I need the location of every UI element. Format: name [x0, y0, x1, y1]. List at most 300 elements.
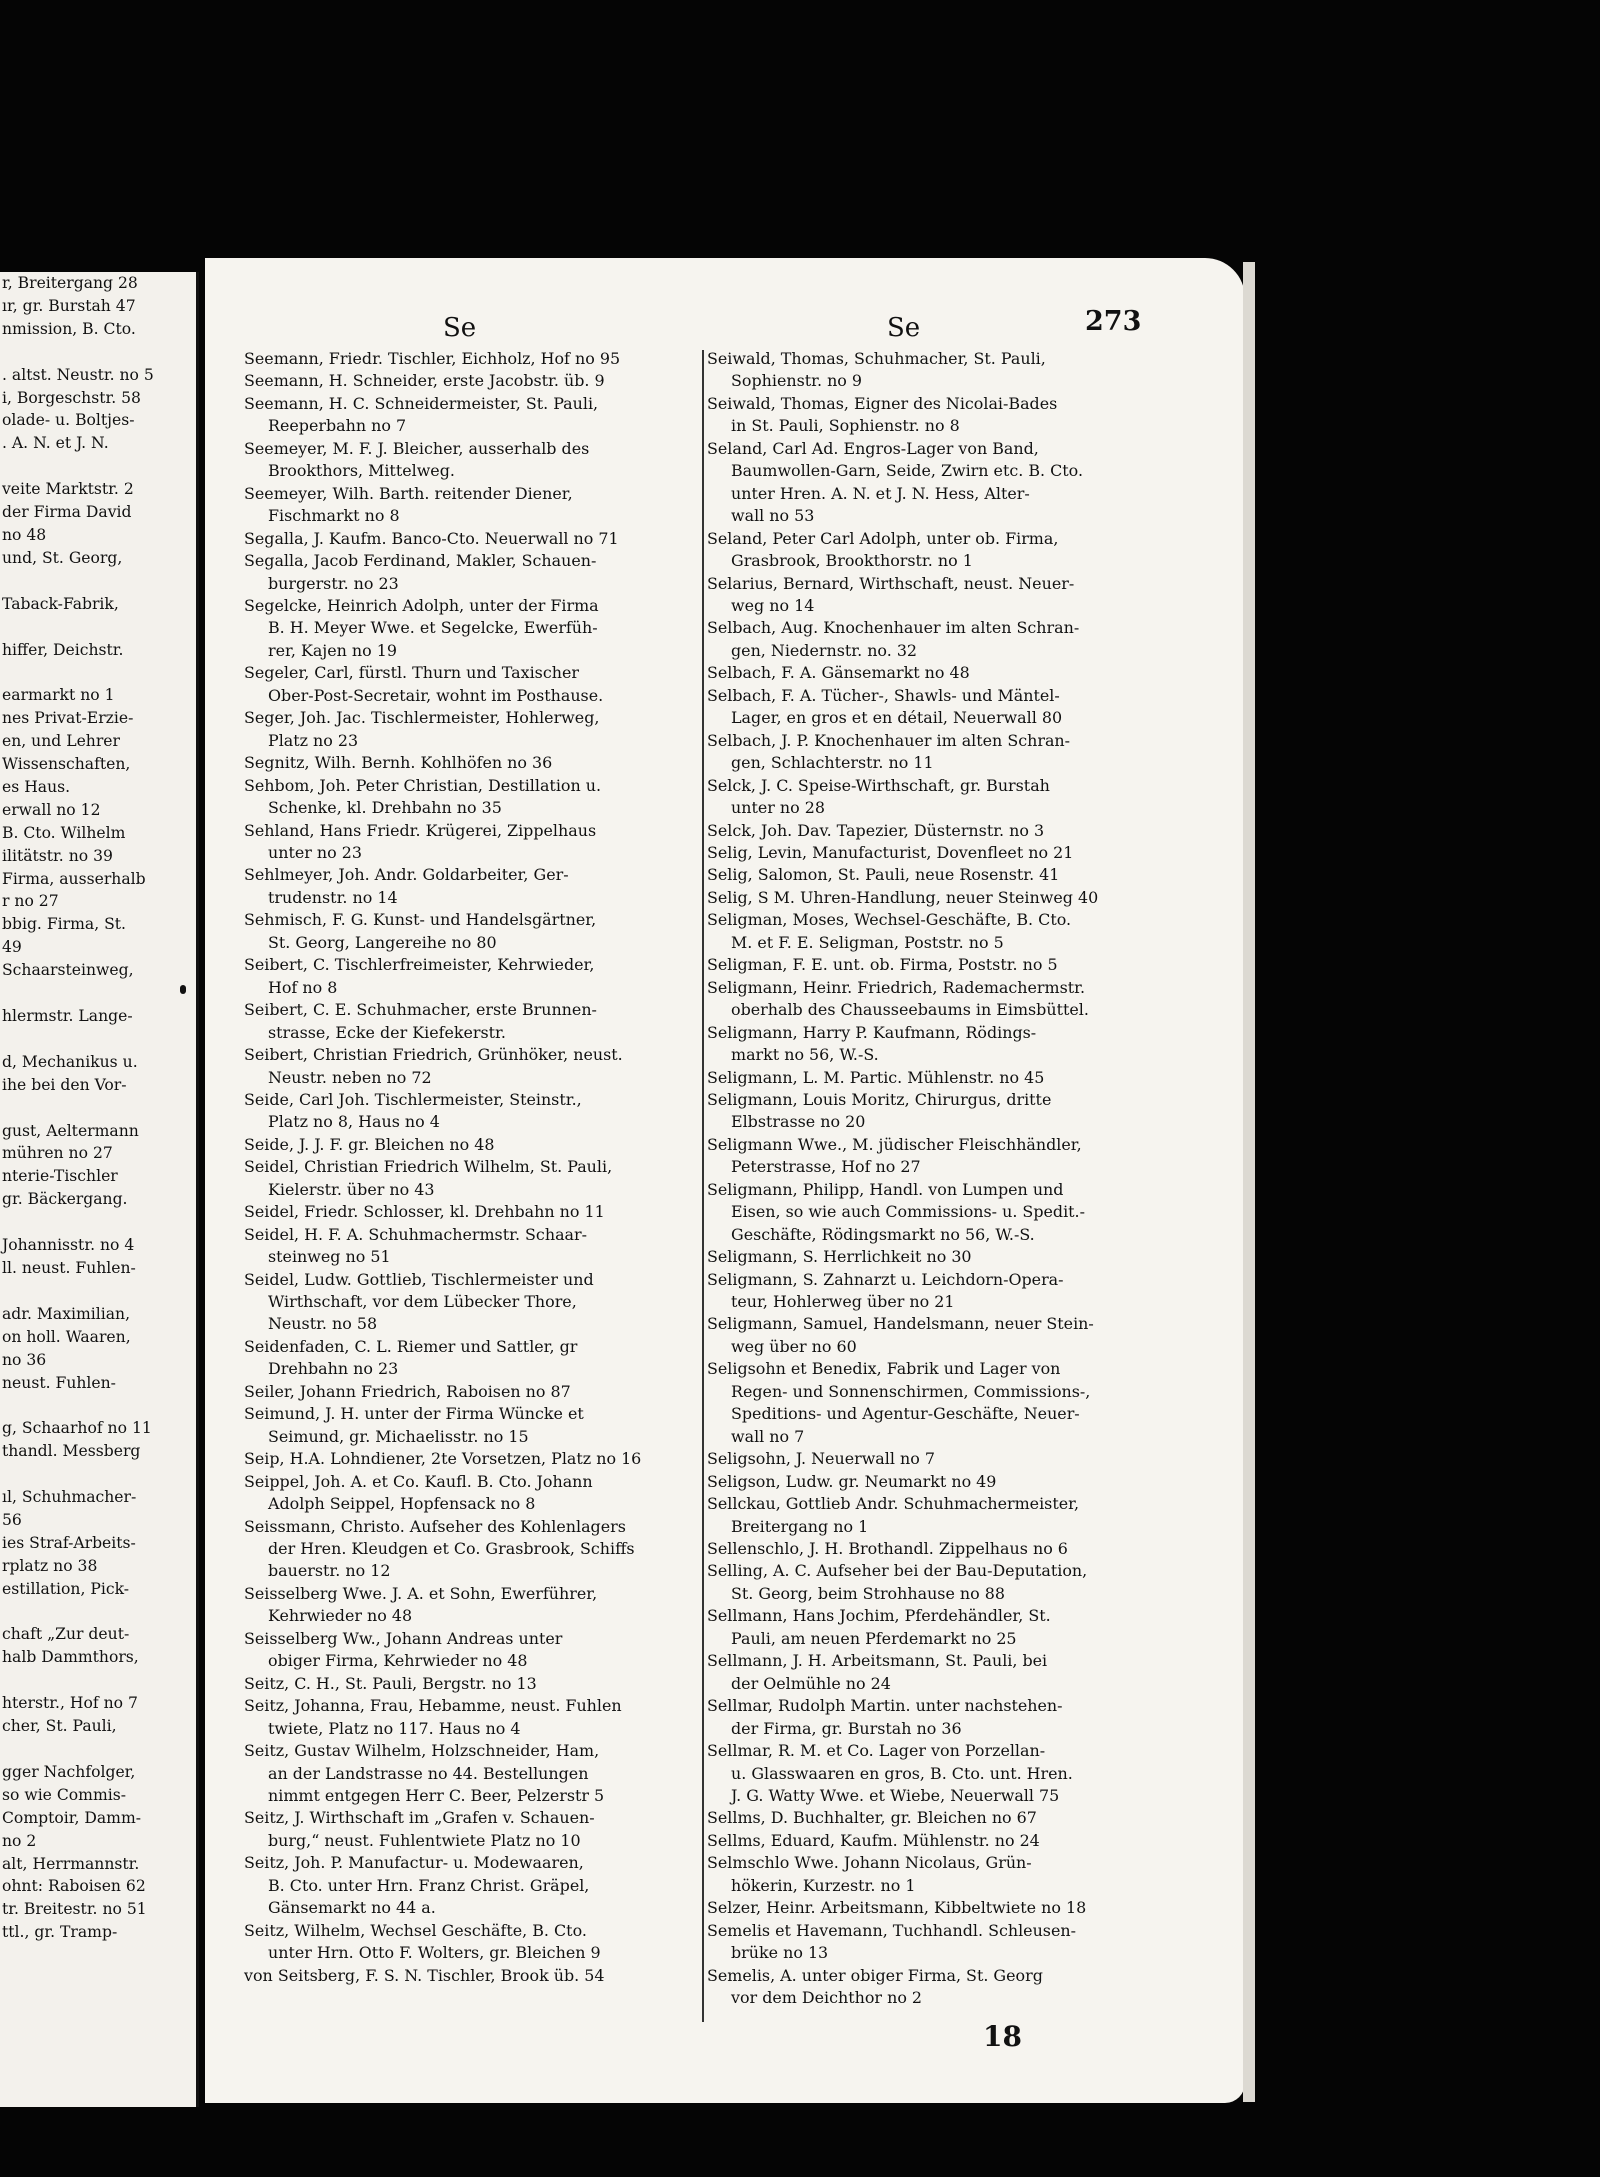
left-page-line: ıl, Schuhmacher- [2, 1488, 137, 1507]
entry-continuation-line: teur, Hohlerweg über no 21 [731, 1292, 955, 1312]
entry-name-line: Seligmann, S. Zahnarzt u. Leichdorn-Opera- [707, 1269, 1064, 1289]
left-page-line: ttl., gr. Tramp- [2, 1923, 118, 1942]
left-page-line: gr. Bäckergang. [2, 1190, 128, 1209]
entry-name-line: Seemann, H. C. Schneidermeister, St. Pauli, [244, 393, 599, 413]
entry-name-line: Seip, H.A. Lohndiener, 2te Vorsetzen, Platz no 16 [244, 1449, 642, 1469]
entry-name-line: Seitz, C. H., St. Pauli, Bergstr. no 13 [244, 1673, 537, 1693]
left-page-line [0, 616, 196, 639]
entry-name-line: Seibert, C. E. Schuhmacher, erste Brunnen- [244, 1000, 597, 1020]
running-header-right: Se [887, 313, 921, 343]
entry-name-line: Seisselberg Ww., Johann Andreas unter [244, 1628, 563, 1648]
directory-entry [244, 1673, 698, 1695]
left-page-line [0, 1463, 196, 1486]
entry-name-line: Seemann, H. Schneider, erste Jacobstr. üb. 9 [244, 371, 605, 391]
entry-continuation-line: oberhalb des Chausseebaums in Eimsbüttel. [731, 1000, 1089, 1020]
entry-continuation-line: twiete, Platz no 117. Haus no 4 [268, 1718, 521, 1738]
left-page-line: i, Borgeschstr. 58 [2, 388, 141, 407]
entry-continuation-line: hökerin, Kurzestr. no 1 [731, 1875, 916, 1895]
entry-name-line: Seidenfaden, C. L. Riemer und Sattler, gr [244, 1336, 578, 1356]
entry-continuation-line: nimmt entgegen Herr C. Beer, Pelzerstr 5 [268, 1786, 605, 1805]
directory-entry [244, 1156, 698, 1201]
directory-entry [707, 1695, 1160, 1740]
directory-entry [244, 1044, 698, 1089]
entry-name-line: Seiler, Johann Friedrich, Raboisen no 87 [244, 1381, 571, 1401]
left-page-line: es Haus. [2, 777, 71, 796]
directory-entry [707, 842, 1160, 864]
left-page-line: ır, gr. Burstah 47 [2, 296, 136, 315]
directory-entry [244, 820, 698, 865]
directory-entry [244, 1965, 698, 1987]
left-page-line: no 2 [2, 1831, 37, 1850]
directory-entry [707, 1605, 1160, 1650]
left-page-line [0, 1669, 196, 1692]
entry-continuation-line: Neustr. neben no 72 [268, 1067, 432, 1087]
page-edge [1243, 262, 1255, 2102]
right-page [205, 258, 1245, 2103]
entry-continuation-line: Sophienstr. no 9 [731, 371, 863, 391]
entry-name-line: Seligman, F. E. unt. ob. Firma, Poststr. no 5 [707, 955, 1058, 975]
left-page-line: ihe bei den Vor- [2, 1075, 127, 1094]
entry-name-line: Seligmann, Harry P. Kaufmann, Rödings- [707, 1022, 1037, 1042]
left-page-line: 49 [2, 938, 22, 957]
directory-entry [707, 1807, 1160, 1829]
entry-name-line: Seibert, Christian Friedrich, Grünhöker, neust. [244, 1045, 623, 1065]
entry-name-line: Selbach, F. A. Gänsemarkt no 48 [707, 663, 970, 683]
entry-continuation-line: markt no 56, W.-S. [731, 1045, 879, 1065]
left-page-line: ohnt: Raboisen 62 [2, 1877, 146, 1896]
entry-name-line: Selling, A. C. Aufseher bei der Bau-Deputation, [707, 1561, 1088, 1581]
directory-entry [244, 909, 698, 954]
directory-entry [244, 1920, 698, 1965]
left-page-line: Firma, ausserhalb [2, 869, 146, 888]
left-page-line [0, 1601, 196, 1624]
entry-name-line: Seligmann Wwe., M. jüdischer Fleischhändler, [707, 1134, 1082, 1154]
entry-name-line: Seisselberg Wwe. J. A. et Sohn, Ewerführer, [244, 1583, 598, 1603]
entry-name-line: Sellmar, Rudolph Martin. unter nachstehen- [707, 1696, 1063, 1716]
left-page-line: hlermstr. Lange- [2, 1007, 133, 1025]
running-header-left: Se [443, 313, 477, 343]
left-page-line [0, 341, 196, 364]
entry-name-line: Segnitz, Wilh. Bernh. Kohlhöfen no 36 [244, 753, 553, 773]
entry-continuation-line: rer, Kajen no 19 [268, 640, 397, 660]
left-page-line: d, Mechanikus u. [2, 1052, 138, 1071]
entry-continuation-line: unter no 23 [268, 842, 362, 862]
directory-entry [707, 1089, 1160, 1134]
directory-column-right [707, 348, 1160, 2010]
entry-name-line: Selarius, Bernard, Wirthschaft, neust. Neuer- [707, 573, 1075, 593]
left-page-line: 56 [2, 1510, 22, 1529]
directory-entry [707, 1538, 1160, 1560]
entry-name-line: Seligmann, Heinr. Friedrich, Rademachermstr. [707, 977, 1086, 997]
directory-entry [707, 909, 1160, 954]
directory-entry [244, 707, 698, 752]
entry-name-line: Seide, J. J. F. gr. Bleichen no 48 [244, 1134, 495, 1154]
entry-name-line: Selzer, Heinr. Arbeitsmann, Kibbeltwiete no 18 [707, 1898, 1087, 1918]
left-page-line: Taback-Fabrik, [2, 594, 119, 613]
directory-entry [244, 1448, 698, 1470]
entry-name-line: Seitz, Wilhelm, Wechsel Geschäfte, B. Cto. [244, 1920, 587, 1940]
entry-name-line: Sehland, Hans Friedr. Krügerei, Zippelhaus [244, 820, 597, 840]
entry-name-line: Seligmann, L. M. Partic. Mühlenstr. no 45 [707, 1067, 1045, 1087]
directory-entry [707, 820, 1160, 842]
entry-continuation-line: in St. Pauli, Sophienstr. no 8 [731, 416, 960, 436]
directory-entry [244, 1269, 698, 1336]
left-page-line [0, 1211, 196, 1234]
entry-name-line: Semelis, A. unter obiger Firma, St. Georg [707, 1965, 1043, 1985]
left-page-line [0, 1394, 196, 1417]
directory-entry [244, 1381, 698, 1403]
directory-entry [707, 1134, 1160, 1179]
left-page-line: r, Breitergang 28 [2, 274, 138, 292]
entry-name-line: Seemeyer, M. F. J. Bleicher, ausserhalb des [244, 438, 590, 458]
entry-name-line: Seligman, Moses, Wechsel-Geschäfte, B. Cto. [707, 910, 1072, 930]
directory-entry [244, 483, 698, 528]
directory-entry [244, 1403, 698, 1448]
directory-entry [707, 528, 1160, 573]
entry-continuation-line: gen, Niedernstr. no. 32 [731, 640, 918, 660]
entry-continuation-line: unter no 28 [731, 798, 825, 818]
directory-entry [707, 1560, 1160, 1605]
ink-dot [180, 985, 186, 994]
entry-continuation-line: steinweg no 51 [268, 1247, 391, 1267]
entry-continuation-line: Hof no 8 [268, 977, 338, 997]
directory-entry [244, 1628, 698, 1673]
column-divider [702, 350, 704, 2022]
left-page-line: adr. Maximilian, [2, 1304, 131, 1323]
entry-continuation-line: Schenke, kl. Drehbahn no 35 [268, 798, 502, 818]
entry-continuation-line: wall no 53 [731, 506, 815, 526]
entry-continuation-line: burgerstr. no 23 [268, 573, 399, 593]
directory-entry [707, 954, 1160, 976]
entry-name-line: Selck, J. C. Speise-Wirthschaft, gr. Burstah [707, 775, 1050, 795]
entry-name-line: Sellmann, Hans Jochim, Pferdehändler, St. [707, 1606, 1051, 1626]
entry-name-line: Sehmisch, F. G. Kunst- und Handelsgärtner, [244, 910, 597, 930]
entry-name-line: Seitz, Gustav Wilhelm, Holzschneider, Ham, [244, 1741, 600, 1761]
entry-name-line: Sellmann, J. H. Arbeitsmann, St. Pauli, bei [707, 1651, 1048, 1671]
entry-continuation-line: B. Cto. unter Hrn. Franz Christ. Gräpel, [268, 1875, 590, 1895]
entry-continuation-line: wall no 7 [731, 1426, 805, 1446]
entry-name-line: Sellms, D. Buchhalter, gr. Bleichen no 67 [707, 1808, 1037, 1828]
entry-name-line: Seitz, J. Wirthschaft im „Grafen v. Schauen- [244, 1808, 595, 1828]
left-page-line: g, Schaarhof no 11 [2, 1419, 152, 1438]
directory-entry [244, 1695, 698, 1740]
entry-continuation-line: Ober-Post-Secretair, wohnt im Posthause. [268, 685, 604, 705]
entry-continuation-line: bauerstr. no 12 [268, 1561, 391, 1581]
directory-entry [244, 1740, 698, 1807]
entry-continuation-line: Lager, en gros et en détail, Neuerwall 80 [731, 708, 1063, 728]
left-page-line: en, und Lehrer [2, 732, 120, 751]
left-page-fragment [0, 272, 199, 2107]
directory-entry [244, 1089, 698, 1134]
left-page-line: hiffer, Deichstr. [2, 640, 124, 659]
entry-continuation-line: M. et F. E. Seligman, Poststr. no 5 [731, 932, 1004, 952]
directory-entry [244, 528, 698, 550]
left-page-line: hterstr., Hof no 7 [2, 1694, 138, 1713]
left-page-line: no 48 [2, 525, 47, 544]
entry-name-line: Seidel, H. F. A. Schuhmachermstr. Schaar- [244, 1224, 587, 1244]
directory-entry [244, 1224, 698, 1269]
directory-entry [707, 775, 1160, 820]
page-number: 273 [1085, 306, 1142, 337]
left-page-line: gust, Aeltermann [2, 1121, 139, 1140]
directory-entry [707, 887, 1160, 909]
entry-name-line: Seide, Carl Joh. Tischlermeister, Steinstr., [244, 1089, 582, 1109]
entry-name-line: Sehbom, Joh. Peter Christian, Destillation u. [244, 775, 602, 795]
entry-name-line: Seligsohn et Benedix, Fabrik und Lager von [707, 1359, 1061, 1379]
directory-entry [707, 573, 1160, 618]
left-page-line: gger Nachfolger, [2, 1762, 136, 1781]
entry-name-line: Segeler, Carl, fürstl. Thurn und Taxischer [244, 663, 579, 683]
directory-entry [707, 1448, 1160, 1470]
entry-continuation-line: Fischmarkt no 8 [268, 506, 400, 526]
entry-continuation-line: der Oelmühle no 24 [731, 1673, 891, 1693]
entry-name-line: Seger, Joh. Jac. Tischlermeister, Hohlerweg, [244, 708, 600, 728]
entry-continuation-line: gen, Schlachterstr. no 11 [731, 753, 934, 773]
left-page-line [0, 982, 196, 1005]
directory-entry [244, 348, 698, 370]
entry-continuation-line: Neustr. no 58 [268, 1314, 378, 1334]
directory-entry [244, 438, 698, 483]
directory-entry [707, 617, 1160, 662]
directory-entry [244, 662, 698, 707]
entry-name-line: von Seitsberg, F. S. N. Tischler, Brook üb. 54 [244, 1965, 605, 1985]
entry-name-line: Selig, S M. Uhren-Handlung, neuer Steinweg 40 [707, 887, 1099, 907]
directory-entry [707, 685, 1160, 730]
entry-name-line: Seland, Peter Carl Adolph, unter ob. Firma, [707, 528, 1059, 548]
entry-name-line: Seemeyer, Wilh. Barth. reitender Diener, [244, 483, 573, 503]
left-page-line: no 36 [2, 1350, 47, 1369]
entry-name-line: Selck, Joh. Dav. Tapezier, Düsternstr. no 3 [707, 820, 1045, 840]
left-page-line [0, 1738, 196, 1761]
directory-entry [244, 999, 698, 1044]
left-page-line: B. Cto. Wilhelm [2, 823, 126, 842]
left-page-line: bbig. Firma, St. [2, 915, 127, 934]
left-page-line: r no 27 [2, 892, 59, 911]
directory-entry [244, 393, 698, 438]
entry-name-line: Seibert, C. Tischlerfreimeister, Kehrwieder, [244, 955, 595, 975]
entry-name-line: Semelis et Havemann, Tuchhandl. Schleusen- [707, 1920, 1076, 1940]
entry-continuation-line: Seimund, gr. Michaelisstr. no 15 [268, 1426, 529, 1446]
left-page-line: so wie Commis- [2, 1785, 127, 1804]
entry-continuation-line: Regen- und Sonnenschirmen, Commissions-, [731, 1381, 1091, 1401]
left-page-line: Comptoir, Damm- [2, 1808, 142, 1827]
entry-continuation-line: St. Georg, Langereihe no 80 [268, 932, 497, 952]
entry-continuation-line: unter Hrn. Otto F. Wolters, gr. Bleichen 9 [268, 1943, 601, 1963]
entry-continuation-line: weg no 14 [731, 595, 815, 615]
entry-name-line: Seidel, Ludw. Gottlieb, Tischlermeister und [244, 1269, 594, 1289]
directory-entry [707, 1852, 1160, 1897]
entry-name-line: Selmschlo Wwe. Johann Nicolaus, Grün- [707, 1853, 1032, 1873]
entry-continuation-line: trudenstr. no 14 [268, 887, 398, 907]
directory-entry [707, 1471, 1160, 1493]
directory-entry [244, 595, 698, 662]
left-page-line: nterie-Tischler [2, 1167, 118, 1186]
left-page-line: cher, St. Pauli, [2, 1717, 117, 1736]
directory-entry [707, 1246, 1160, 1268]
directory-entry [707, 393, 1160, 438]
left-page-line: und, St. Georg, [2, 548, 123, 567]
left-page-line: estillation, Pick- [2, 1579, 130, 1598]
entry-continuation-line: Gänsemarkt no 44 a. [268, 1898, 436, 1918]
left-page-line: tr. Breitestr. no 51 [2, 1900, 147, 1919]
entry-name-line: Seiwald, Thomas, Schuhmacher, St. Pauli, [707, 349, 1046, 368]
entry-name-line: Sellms, Eduard, Kaufm. Mühlenstr. no 24 [707, 1830, 1040, 1850]
entry-continuation-line: J. G. Watty Wwe. et Wiebe, Neuerwall 75 [731, 1786, 1060, 1805]
entry-name-line: Sellckau, Gottlieb Andr. Schuhmachermeister, [707, 1494, 1080, 1514]
entry-continuation-line: strasse, Ecke der Kiefekerstr. [268, 1022, 506, 1042]
entry-name-line: Selbach, Aug. Knochenhauer im alten Schran- [707, 618, 1080, 638]
left-page-line [0, 1280, 196, 1303]
directory-column-left [244, 348, 698, 1987]
entry-continuation-line: Adolph Seippel, Hopfensack no 8 [268, 1494, 536, 1514]
left-page-text [0, 272, 196, 1944]
directory-entry [244, 1516, 698, 1583]
directory-entry [244, 775, 698, 820]
entry-continuation-line: Eisen, so wie auch Commissions- u. Spedit.- [731, 1202, 1085, 1222]
directory-entry [244, 370, 698, 392]
entry-continuation-line: brüke no 13 [731, 1943, 829, 1963]
directory-entry [244, 1807, 698, 1852]
directory-entry [707, 1493, 1160, 1538]
left-page-line [0, 455, 196, 478]
directory-entry [707, 1022, 1160, 1067]
entry-name-line: Sehlmeyer, Joh. Andr. Goldarbeiter, Ger- [244, 865, 569, 885]
directory-entry [244, 752, 698, 774]
entry-name-line: Seippel, Joh. A. et Co. Kaufl. B. Cto. Johann [244, 1471, 593, 1491]
directory-entry [707, 348, 1160, 393]
entry-continuation-line: Elbstrasse no 20 [731, 1112, 866, 1132]
entry-continuation-line: Platz no 8, Haus no 4 [268, 1112, 440, 1132]
directory-entry [707, 1740, 1160, 1807]
left-page-line: earmarkt no 1 [2, 686, 115, 705]
entry-continuation-line: u. Glasswaaren en gros, B. Cto. unt. Hren. [731, 1763, 1073, 1783]
entry-name-line: Segalla, J. Kaufm. Banco-Cto. Neuerwall no 71 [244, 528, 619, 548]
entry-continuation-line: Drehbahn no 23 [268, 1359, 399, 1379]
entry-name-line: Seissmann, Christo. Aufseher des Kohlenlagers [244, 1516, 626, 1536]
entry-name-line: Seimund, J. H. unter der Firma Wüncke et [244, 1404, 584, 1424]
left-page-line: Schaarsteinweg, [2, 961, 134, 980]
entry-continuation-line: Kehrwieder no 48 [268, 1606, 413, 1626]
directory-entry [707, 1067, 1160, 1089]
directory-entry [244, 1134, 698, 1156]
entry-continuation-line: Geschäfte, Rödingsmarkt no 56, W.-S. [731, 1224, 1035, 1244]
left-page-line [0, 661, 196, 684]
directory-entry [244, 1201, 698, 1223]
directory-entry [707, 1965, 1160, 2010]
entry-name-line: Seidel, Friedr. Schlosser, kl. Drehbahn no 11 [244, 1202, 605, 1222]
entry-continuation-line: an der Landstrasse no 44. Bestellungen [268, 1763, 589, 1783]
directory-entry [707, 730, 1160, 775]
entry-name-line: Seitz, Joh. P. Manufactur- u. Modewaaren, [244, 1853, 584, 1873]
left-page-line [0, 570, 196, 593]
left-page-line: on holl. Waaren, [2, 1327, 131, 1346]
left-page-line: Johannisstr. no 4 [2, 1236, 135, 1255]
directory-entry [707, 1830, 1160, 1852]
left-page-line: . altst. Neustr. no 5 [2, 365, 154, 384]
entry-name-line: Seemann, Friedr. Tischler, Eichholz, Hof no 95 [244, 349, 621, 368]
entry-name-line: Selig, Levin, Manufacturist, Dovenfleet no 21 [707, 842, 1074, 862]
left-page-line: chaft „Zur deut- [2, 1625, 130, 1644]
directory-entry [707, 1920, 1160, 1965]
entry-continuation-line: Wirthschaft, vor dem Lübecker Thore, [268, 1292, 577, 1312]
entry-continuation-line: B. H. Meyer Wwe. et Segelcke, Ewerfüh- [268, 618, 598, 638]
left-page-line: neust. Fuhlen- [2, 1373, 116, 1392]
directory-entry [707, 1358, 1160, 1448]
entry-continuation-line: Platz no 23 [268, 730, 359, 750]
entry-name-line: Seligmann, Philipp, Handl. von Lumpen und [707, 1179, 1064, 1199]
left-page-line: nes Privat-Erzie- [2, 709, 134, 728]
entry-name-line: Selig, Salomon, St. Pauli, neue Rosenstr. 41 [707, 865, 1060, 885]
entry-continuation-line: der Firma, gr. Burstah no 36 [731, 1718, 962, 1738]
directory-entry [244, 954, 698, 999]
directory-entry [707, 977, 1160, 1022]
entry-continuation-line: Peterstrasse, Hof no 27 [731, 1157, 921, 1177]
entry-continuation-line: vor dem Deichthor no 2 [731, 1988, 923, 2008]
left-page-line: alt, Herrmannstr. [2, 1854, 140, 1873]
left-page-line: Wissenschaften, [2, 755, 131, 774]
left-page-line [0, 1097, 196, 1120]
entry-name-line: Seligsohn, J. Neuerwall no 7 [707, 1449, 935, 1469]
directory-entry [707, 662, 1160, 684]
entry-name-line: Seland, Carl Ad. Engros-Lager von Band, [707, 438, 1039, 458]
entry-name-line: Seitz, Johanna, Frau, Hebamme, neust. Fuhlen [244, 1696, 622, 1716]
directory-entry [707, 1650, 1160, 1695]
entry-continuation-line: Pauli, am neuen Pferdemarkt no 25 [731, 1628, 1017, 1648]
left-page-line: nmission, B. Cto. [2, 319, 136, 338]
entry-name-line: Sellmar, R. M. et Co. Lager von Porzellan- [707, 1741, 1046, 1761]
entry-name-line: Segelcke, Heinrich Adolph, unter der Firma [244, 595, 599, 615]
entry-continuation-line: Kielerstr. über no 43 [268, 1179, 435, 1199]
left-page-line: veite Marktstr. 2 [2, 480, 134, 499]
directory-entry [244, 550, 698, 595]
entry-name-line: Seligson, Ludw. gr. Neumarkt no 49 [707, 1471, 997, 1491]
left-page-line: erwall no 12 [2, 800, 101, 819]
entry-continuation-line: Baumwollen-Garn, Seide, Zwirn etc. B. Cto. [731, 461, 1084, 481]
left-page-line: der Firma David [2, 503, 132, 522]
entry-continuation-line: Grasbrook, Brookthorstr. no 1 [731, 551, 973, 571]
entry-name-line: Seligmann, Louis Moritz, Chirurgus, dritte [707, 1089, 1052, 1109]
directory-entry [707, 1313, 1160, 1358]
entry-name-line: Seidel, Christian Friedrich Wilhelm, St. Pauli, [244, 1157, 613, 1177]
entry-continuation-line: Speditions- und Agentur-Geschäfte, Neuer- [731, 1404, 1080, 1424]
entry-continuation-line: St. Georg, beim Strohhause no 88 [731, 1583, 1005, 1603]
directory-entry [707, 864, 1160, 886]
entry-name-line: Sellenschlo, J. H. Brothandl. Zippelhaus no 6 [707, 1539, 1068, 1559]
directory-entry [244, 1852, 698, 1919]
left-page-line [0, 1028, 196, 1051]
entry-name-line: Seiwald, Thomas, Eigner des Nicolai-Bades [707, 393, 1058, 413]
entry-name-line: Seligmann, S. Herrlichkeit no 30 [707, 1247, 972, 1267]
entry-continuation-line: Reeperbahn no 7 [268, 416, 407, 436]
directory-entry [707, 1179, 1160, 1246]
entry-continuation-line: obiger Firma, Kehrwieder no 48 [268, 1651, 528, 1671]
signature-mark: 18 [983, 2020, 1022, 2053]
entry-name-line: Selbach, J. P. Knochenhauer im alten Schran- [707, 730, 1071, 750]
entry-continuation-line: Brookthors, Mittelweg. [268, 461, 455, 481]
directory-entry [244, 1583, 698, 1628]
left-page-line: rplatz no 38 [2, 1556, 98, 1575]
directory-entry [707, 438, 1160, 528]
entry-continuation-line: weg über no 60 [731, 1336, 857, 1356]
left-page-line: thandl. Messberg [2, 1442, 141, 1461]
directory-entry [244, 1336, 698, 1381]
left-page-line: mühren no 27 [2, 1144, 113, 1163]
entry-continuation-line: burg,“ neust. Fuhlentwiete Platz no 10 [268, 1830, 581, 1850]
left-page-line: halb Dammthors, [2, 1648, 139, 1667]
entry-continuation-line: der Hren. Kleudgen et Co. Grasbrook, Schiffs [268, 1539, 635, 1559]
entry-continuation-line: unter Hren. A. N. et J. N. Hess, Alter- [731, 483, 1030, 503]
directory-entry [244, 864, 698, 909]
